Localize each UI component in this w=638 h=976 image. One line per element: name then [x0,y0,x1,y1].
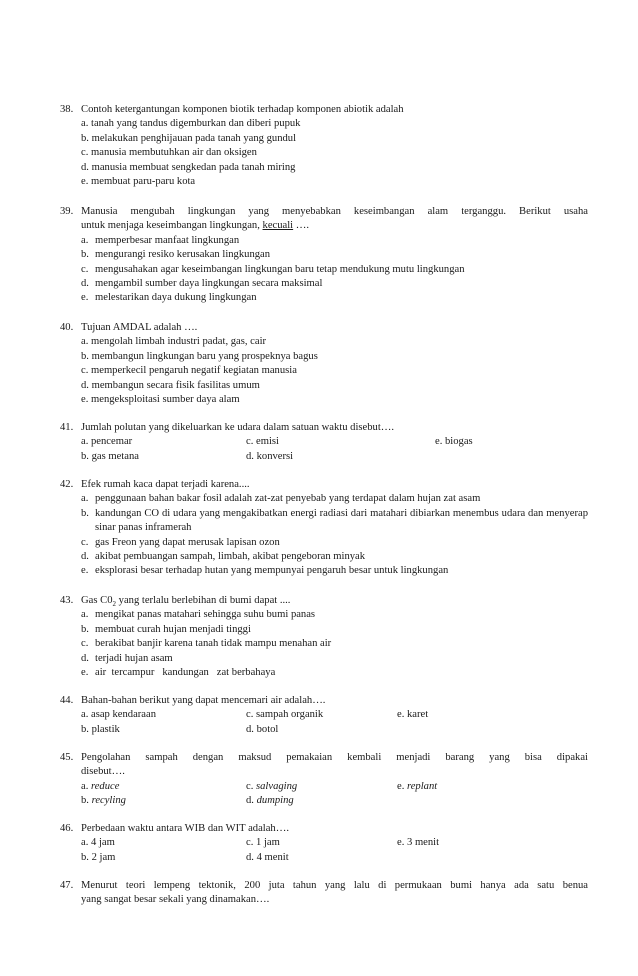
option-text: recyling [91,795,126,807]
option-label: e. [81,565,89,577]
option-b [81,248,588,262]
option-a [81,608,588,622]
question-stem: Bahan-bahan berikut yang dapat mencemari air adalah…. [81,695,326,706]
option-b: b. gas metana [81,450,139,462]
option-text: replant [407,780,438,792]
option-a: a. asap kendaraan [81,709,156,721]
option-text: eksplorasi besar terhadap hutan yang mempunyai pengaruh besar untuk lingkungan [95,565,449,577]
option-b: b. 2 jam [81,851,116,863]
option-c: c. 1 jam [246,837,280,849]
option-label: d. [81,551,89,563]
question-number: 44. [60,695,74,706]
option-e: e. karet [397,709,429,721]
option-c [246,780,297,794]
question-number: 38. [60,104,74,115]
option-label: a. [81,234,89,246]
question-stem-line-2: disebut…. [81,766,125,778]
option-b: b. plastik [81,723,120,735]
option-label: b. [81,623,89,635]
option-text: gas Freon yang dapat merusak lapisan ozon [95,536,280,548]
stem-text: untuk menjaga keseimbangan lingkungan, [81,220,263,232]
stem-text: …. [293,220,310,232]
option-row [81,780,588,794]
option-d [81,277,588,291]
question-40 [60,321,588,407]
question-number: 41. [60,422,74,433]
option-row [81,794,588,808]
option-e: e. mengeksploitasi sumber daya alam [81,394,240,406]
question-41 [60,421,588,464]
option-c [81,637,588,651]
option-a [81,492,588,506]
question-stem: Tujuan AMDAL adalah …. [81,322,198,333]
option-d: d. 4 menit [246,851,289,863]
question-38 [60,103,588,189]
option-c [81,263,588,277]
question-number: 39. [60,206,74,217]
subscript: 2 [112,600,116,609]
option-text: reduce [91,780,120,792]
question-number: 40. [60,322,74,333]
option-text: memperbesar manfaat lingkungan [95,234,240,246]
option-b [81,794,126,808]
option-e [81,666,588,680]
emphasis-word: kecuali [262,220,294,232]
option-e [81,564,588,578]
option-row [81,836,588,850]
option-d: d. konversi [246,450,294,462]
question-42 [60,478,588,579]
option-label: e. [81,292,89,304]
question-45 [60,751,588,809]
option-label: a. [81,609,89,621]
option-row [81,723,588,737]
option-b: b. membangun lingkungan baru yang prospeknya bagus [81,350,318,362]
option-text: mengikat panas matahari sehingga suhu bumi panas [95,609,316,621]
option-a [81,780,119,794]
option-e: e. biogas [435,436,473,448]
question-stem: Jumlah polutan yang dikeluarkan ke udara dalam satuan waktu disebut…. [81,422,395,433]
option-a [81,234,588,248]
option-d [246,794,294,808]
option-d: d. membangun secara fisik fasilitas umum [81,379,260,391]
option-label: c. [246,780,256,792]
question-46 [60,822,588,865]
option-text: melestarikan daya dukung lingkungan [95,292,257,304]
option-text: dumping [256,795,294,807]
question-number: 45. [60,752,74,763]
option-label: c. [81,638,89,650]
option-label: d. [81,278,89,290]
question-stem: Contoh ketergantungan komponen biotik terhadap komponen abiotik adalah [81,104,404,115]
question-stem-line-2: yang sangat besar sekali yang dinamakan…. [81,894,270,906]
option-label: b. [81,249,89,261]
option-a: a. pencemar [81,436,133,448]
question-43 [60,594,588,680]
option-c [81,536,588,550]
question-number: 46. [60,823,74,834]
option-list [81,117,588,189]
option-e [397,780,437,794]
option-label: b. [81,795,92,807]
question-39 [60,205,588,306]
option-label: a. [81,493,89,505]
option-row [81,708,588,722]
option-a: a. mengolah limbah industri padat, gas, cair [81,336,267,348]
option-c: c. sampah organik [246,709,324,721]
option-row [81,851,588,865]
option-c: c. memperkecil pengaruh negatif kegiatan manusia [81,365,297,377]
option-text: salvaging [256,780,298,792]
option-b: b. melakukan penghijauan pada tanah yang gundul [81,132,297,144]
option-text: mengurangi resiko kerusakan lingkungan [95,249,271,261]
question-stem-line-2 [81,219,588,233]
option-text: mengambil sumber daya lingkungan secara maksimal [95,278,323,290]
option-e [81,291,588,305]
question-stem: Perbedaan waktu antara WIB dan WIT adalah…. [81,823,289,834]
option-e: e. membuat paru-paru kota [81,176,196,188]
option-d [81,652,588,666]
option-a: a. 4 jam [81,837,115,849]
option-d [81,550,588,564]
option-text: berakibat banjir karena tanah tidak mampu menahan air [95,638,332,650]
option-label: d. [246,795,257,807]
option-text: terjadi hujan asam [95,652,173,664]
option-text: membuat curah hujan menjadi tinggi [95,623,251,635]
option-a: a. tanah yang tandus digemburkan dan diberi pupuk [81,118,301,130]
question-44 [60,694,588,737]
option-row [81,435,588,449]
question-stem-line-1: Manusia mengubah lingkungan yang menyebabkan keseimbangan alam terganggu. Berikut usaha [81,206,588,217]
question-stem-line-1: Menurut teori lempeng tektonik, 200 juta tahun yang lalu di permukaan bumi hanya ada satu benua [81,880,588,891]
option-text: mengusahakan agar keseimbangan lingkungan baru tetap mendukung mutu lingkungan [95,263,465,275]
option-text: akibat pembuangan sampah, limbah, akibat pengeboran minyak [95,551,366,563]
option-text: air tercampur kandungan zat berbahaya [95,667,276,679]
option-label: d. [81,652,89,664]
question-stem-line-1: Pengolahan sampah dengan maksud pemakaian kembali menjadi barang yang bisa dipakai [81,752,588,763]
option-text: kandungan CO di udara yang mengakibatkan energi radiasi dari matahari dibiarkan menembus udara dan menyerap sinar panas inframerah [95,507,588,534]
option-b [81,507,588,536]
option-label: c. [81,263,89,275]
question-number: 42. [60,479,74,490]
option-d: d. botol [246,723,279,735]
option-row [81,450,588,464]
option-label: e. [397,780,407,792]
option-label: b. [81,507,89,519]
option-e: e. 3 menit [397,837,440,849]
option-label: e. [81,667,89,679]
question-number: 47. [60,880,74,891]
option-d: d. manusia membuat sengkedan pada tanah miring [81,161,296,173]
option-c: c. manusia membutuhkan air dan oksigen [81,147,257,159]
option-b [81,623,588,637]
question-stem [81,594,588,608]
question-stem: Efek rumah kaca dapat terjadi karena.... [81,479,250,490]
question-47 [60,879,588,908]
question-number: 43. [60,595,74,606]
option-text: penggunaan bahan bakar fosil adalah zat-zat penyebab yang terdapat dalam hujan zat asam [95,493,481,505]
stem-text: Gas C0 [81,595,113,606]
option-label: c. [81,536,89,548]
option-c: c. emisi [246,436,279,448]
stem-text: yang terlalu berlebihan di bumi dapat .... [116,595,291,606]
option-label: a. [81,780,91,792]
